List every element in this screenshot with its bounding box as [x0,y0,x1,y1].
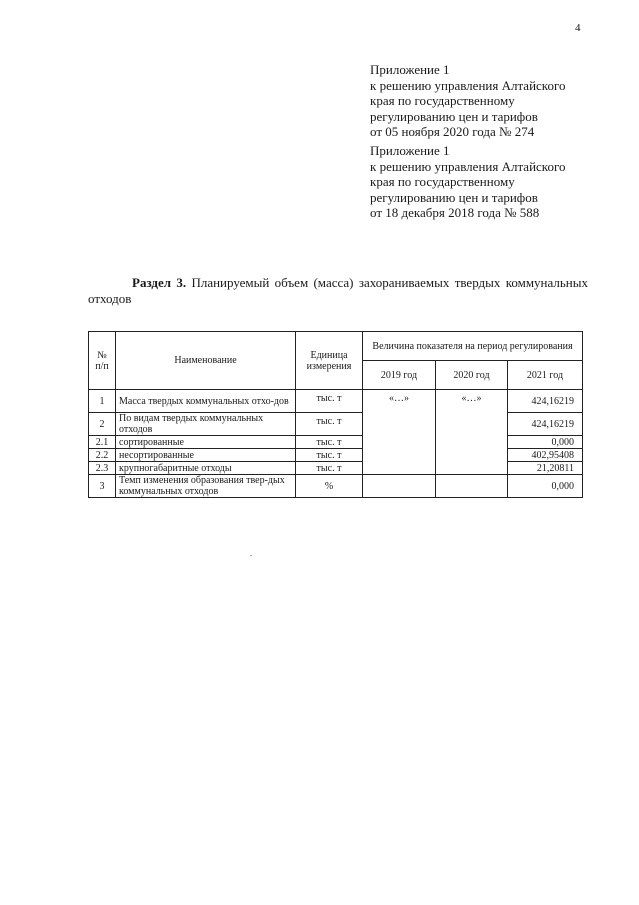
appendix-line: к решению управления Алтайского [370,158,566,174]
appendix-line: Приложение 1 [370,143,450,158]
table-row [89,449,583,462]
table-row [89,436,583,449]
header-year-2019: 2019 год [363,361,436,390]
row-name: Масса твердых коммунальных отхо-дов [116,390,296,413]
empty-cell [436,475,508,498]
appendix-line: регулированию цен и тарифов [370,108,538,124]
header-year-2020: 2020 год [436,361,508,390]
appendix-line: от 05 ноября 2020 года № 274 [370,124,535,139]
table-row [89,475,583,498]
empty-cell [363,475,436,498]
appendix-line: края по государственному [370,93,515,108]
table-row [89,462,583,475]
header-unit: Единица измерения [296,332,363,390]
section-heading [88,275,588,306]
row-num: 2.1 [89,436,116,449]
section-title: Планируемый объем (масса) захораниваемых твердых коммунальных отходов [88,275,589,306]
row-value-2021: 0,000 [508,436,583,449]
header-name: Наименование [116,332,296,390]
appendix-line: регулированию цен и тарифов [370,189,538,205]
waste-volume-table [88,331,583,498]
row-unit: тыс. т [296,436,363,449]
row-num: 2.3 [89,462,116,475]
row-unit: тыс. т [296,413,363,436]
row-unit: % [296,475,363,498]
page-number: 4 [575,22,581,34]
appendix-note-2018 [370,143,610,221]
row-num: 3 [89,475,116,498]
appendix-line: от 18 декабря 2018 года № 588 [370,205,540,220]
row-num: 2 [89,413,116,436]
appendix-line: к решению управления Алтайского [370,77,566,93]
row-unit: тыс. т [296,449,363,462]
row-name: сортированные [116,436,296,449]
value-2019-placeholder: «…» [363,390,436,475]
section-label: Раздел 3. [132,275,187,290]
header-period: Величина показателя на период регулирования [363,332,583,361]
row-value-2021: 402,95408 [508,449,583,462]
row-name: По видам твердых коммунальных отходов [116,413,296,436]
row-name: Темп изменения образования твер-дых коммунальных отходов [116,475,296,498]
row-unit: тыс. т [296,462,363,475]
row-name: крупногабаритные отходы [116,462,296,475]
row-value-2021: 21,20811 [508,462,583,475]
appendix-line: Приложение 1 [370,62,450,77]
row-num: 1 [89,390,116,413]
value-2020-placeholder: «…» [436,390,508,475]
table-row [89,390,583,413]
row-num: 2.2 [89,449,116,462]
appendix-note-2020 [370,62,610,140]
header-num: № п/п [89,332,116,390]
row-name: несортированные [116,449,296,462]
row-value-2021: 0,000 [508,475,583,498]
header-year-2021: 2021 год [508,361,583,390]
table-header-row [89,332,583,361]
row-value-2021: 424,16219 [508,390,583,413]
appendix-line: края по государственному [370,174,515,189]
table-row [89,413,583,436]
row-unit: тыс. т [296,390,363,413]
scan-speck [250,555,252,556]
row-value-2021: 424,16219 [508,413,583,436]
